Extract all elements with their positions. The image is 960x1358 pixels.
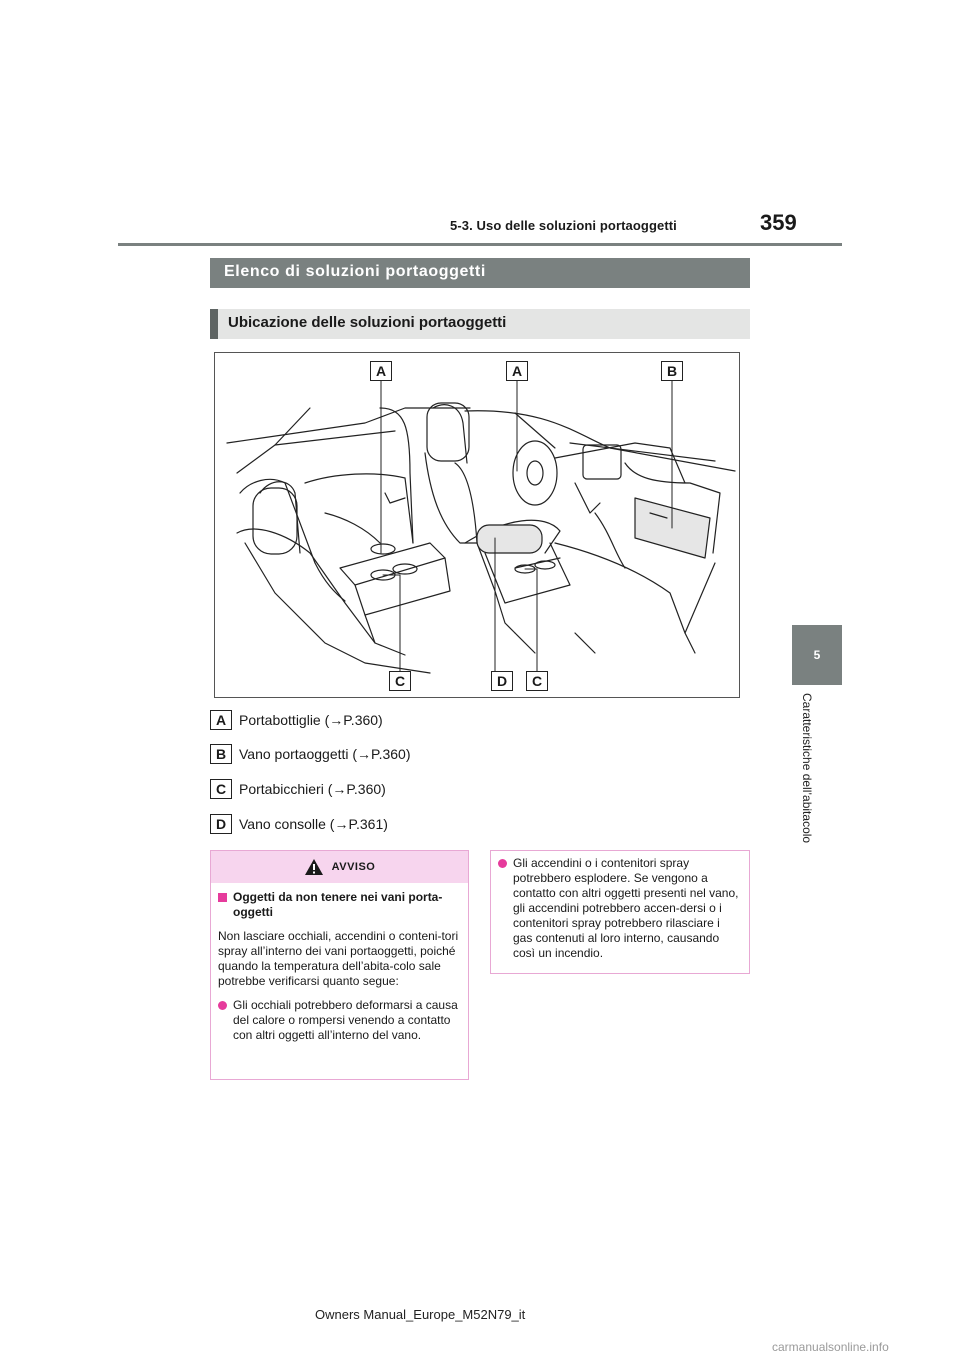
watermark-site: carmanualsonline.info [772, 1340, 889, 1354]
warning-bullet [498, 856, 742, 961]
legend-item [210, 778, 386, 800]
warning-box-continued [490, 850, 750, 974]
warning-bullet-text: Gli occhiali potrebbero deformarsi a causa del calore o rompersi venendo a contatto con altri oggetti all’interno del vano. [233, 998, 458, 1042]
warning-triangle-icon [304, 858, 324, 876]
legend-item [210, 743, 411, 765]
warning-bullet [218, 998, 461, 1043]
warning-title [218, 890, 461, 920]
callout-c-front: C [526, 671, 548, 691]
page-number: 359 [760, 210, 797, 235]
header-rule [118, 243, 842, 246]
chapter-title [790, 693, 820, 893]
legend-key: A [210, 710, 232, 730]
cabin-diagram [214, 352, 740, 698]
dot-bullet-icon [498, 859, 507, 868]
warning-bullet-text: Gli accendini o i contenitori spray potrebbero esplodere. Se vengono a contatto con altri oggetti presenti nel vano, gli accendini potrebbero accen-dersi o i contenitori spray potrebbero rilasciare i gas contenuti al loro interno, causando così un incendio. [513, 856, 739, 960]
legend-key: B [210, 744, 232, 764]
legend-text: Vano portaoggetti (→P.360) [239, 746, 411, 762]
legend-text: Portabicchieri (→P.360) [239, 781, 386, 797]
dot-bullet-icon [218, 1001, 227, 1010]
manual-id: Owners Manual_Europe_M52N79_it [315, 1307, 526, 1322]
warning-paragraph: Non lasciare occhiali, accendini o conteni-tori spray all’interno dei vani portaoggetti, poiché quando la temperatura dell’abita-colo sale potrebbe verificarsi quanto segue: [218, 929, 459, 988]
cabin-illustration [215, 353, 739, 697]
main-heading: Elenco di soluzioni portaoggetti [210, 258, 750, 288]
callout-b: B [661, 361, 683, 381]
chapter-tab: 5 [792, 625, 842, 685]
square-bullet-icon [218, 893, 227, 902]
warning-box [210, 850, 469, 1080]
legend-key: D [210, 814, 232, 834]
callout-a-front: A [506, 361, 528, 381]
warning-header [211, 851, 468, 883]
warning-title-text: Oggetti da non tenere nei vani porta-oggetti [233, 890, 443, 919]
legend-text: Vano consolle (→P.361) [239, 816, 388, 832]
section-label: 5-3. Uso delle soluzioni portaoggetti [450, 218, 677, 233]
callout-d: D [491, 671, 513, 691]
legend-item [210, 709, 383, 731]
sub-heading: Ubicazione delle soluzioni portaoggetti [210, 309, 750, 339]
callout-c-rear: C [389, 671, 411, 691]
legend-item [210, 813, 388, 835]
warning-label: AVVISO [331, 861, 376, 873]
legend-text: Portabottiglie (→P.360) [239, 712, 383, 728]
chapter-title-text: Caratteristiche dell’abitacolo [800, 693, 814, 844]
callout-a-rear: A [370, 361, 392, 381]
legend-key: C [210, 779, 232, 799]
